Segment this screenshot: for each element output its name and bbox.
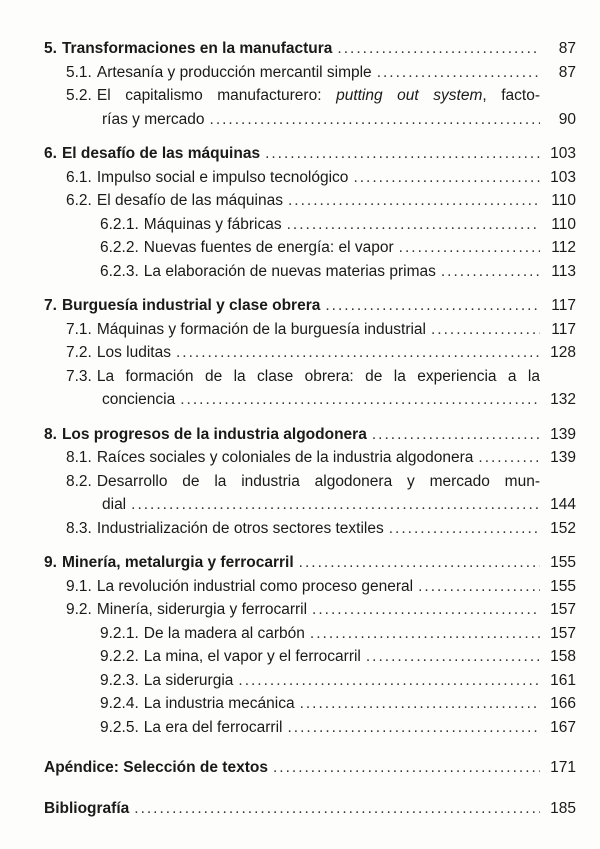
- toc-entry-5-1[interactable]: [44, 61, 576, 85]
- entry-page: 103: [550, 145, 576, 162]
- entry-title: De la madera al carbón: [143, 624, 305, 642]
- entry-page: 87: [558, 40, 576, 57]
- entry-title: Raíces sociales y coloniales de la industria algodonera: [96, 449, 474, 466]
- dot-leader: [180, 388, 540, 412]
- entry-number: 5.2.: [66, 87, 92, 104]
- dot-leader: [287, 716, 540, 740]
- entry-number: 7.3.: [66, 367, 92, 385]
- toc-entry-7-2[interactable]: [44, 341, 576, 365]
- dot-leader: [134, 797, 540, 821]
- toc-entry-6-2-1[interactable]: [44, 213, 576, 237]
- entry-title: Desarrollo de la industria algodonera y mercado mun-: [96, 472, 540, 490]
- entry-number: 8.1.: [66, 449, 92, 466]
- entry-page: 90: [558, 110, 576, 128]
- toc-entry-9-2-3[interactable]: [44, 669, 576, 693]
- entry-page: 110: [551, 192, 576, 209]
- dot-leader: [176, 341, 540, 365]
- entry-page: 87: [558, 63, 576, 81]
- entry-number: 9.: [44, 554, 57, 571]
- entry-page: 103: [550, 168, 576, 186]
- dot-leader: [441, 260, 540, 284]
- entry-title: Máquinas y formación de la burguesía industrial: [96, 320, 426, 338]
- entry-page: 117: [551, 297, 576, 314]
- entry-page: 132: [550, 391, 576, 408]
- entry-title: La industria mecánica: [143, 695, 295, 712]
- toc-entry-7-3-line1[interactable]: [44, 365, 576, 389]
- toc-entry-5-2-line2[interactable]: [44, 108, 576, 132]
- toc-entry-9-1[interactable]: [44, 575, 576, 599]
- toc-entry-chapter-5[interactable]: [44, 37, 576, 61]
- entry-title: Apéndice: Selección de textos: [44, 759, 268, 776]
- toc-entry-6-2-3[interactable]: [44, 260, 576, 284]
- entry-page: 161: [550, 671, 576, 689]
- entry-page: 167: [550, 718, 576, 736]
- table-of-contents: [44, 37, 576, 820]
- entry-page: 112: [551, 239, 576, 256]
- toc-entry-9-2-1[interactable]: [44, 622, 576, 646]
- dot-leader: [299, 551, 540, 575]
- entry-page: 185: [550, 799, 576, 817]
- entry-title-continuation: rías y mercado: [102, 110, 205, 128]
- dot-leader: [366, 645, 540, 669]
- dot-leader: [377, 61, 540, 85]
- entry-page: 139: [550, 425, 576, 443]
- toc-entry-9-2-4[interactable]: [44, 692, 576, 716]
- entry-page: 144: [550, 496, 576, 513]
- entry-title: Nuevas fuentes de energía: el vapor: [143, 239, 394, 256]
- toc-entry-chapter-7[interactable]: [44, 294, 576, 318]
- dot-leader: [353, 166, 540, 190]
- toc-entry-chapter-6[interactable]: [44, 142, 576, 166]
- entry-title: La era del ferrocarril: [143, 718, 283, 736]
- entry-page: 110: [551, 215, 576, 233]
- entry-page: 152: [550, 519, 576, 537]
- entry-number: 5.1.: [66, 63, 92, 81]
- toc-entry-7-3-line2[interactable]: [44, 388, 576, 412]
- dot-leader: [210, 108, 540, 132]
- entry-page: 155: [550, 554, 576, 571]
- entry-number: 9.2.3.: [100, 671, 139, 689]
- entry-number: 7.: [44, 297, 57, 314]
- dot-leader: [288, 189, 540, 213]
- entry-title: Minería, metalurgia y ferrocarril: [61, 554, 294, 571]
- entry-number: 6.2.2.: [100, 239, 139, 256]
- entry-title: Minería, siderurgia y ferrocarril: [96, 601, 308, 618]
- dot-leader: [478, 446, 540, 470]
- entry-title-continuation: conciencia: [102, 391, 176, 408]
- toc-entry-6-2-2[interactable]: [44, 236, 576, 260]
- entry-title: El desafío de las máquinas: [96, 192, 283, 209]
- entry-title-emphasis: putting out system: [336, 87, 483, 104]
- dot-leader: [300, 692, 540, 716]
- dot-leader: [273, 756, 540, 780]
- entry-number: 9.2.4.: [100, 695, 139, 712]
- entry-title: La mina, el vapor y el ferrocarril: [143, 648, 361, 665]
- toc-entry-6-2[interactable]: [44, 189, 576, 213]
- toc-entry-8-2-line1[interactable]: [44, 470, 576, 494]
- toc-entry-7-1[interactable]: [44, 318, 576, 342]
- entry-title: Los progresos de la industria algodonera: [61, 425, 367, 443]
- entry-page: 157: [550, 624, 576, 642]
- dot-leader: [310, 622, 540, 646]
- entry-number: 9.2.1.: [100, 624, 139, 642]
- entry-title-part: El capitalismo manufacturero:: [96, 87, 337, 104]
- dot-leader: [265, 142, 540, 166]
- entry-title: La formación de la clase obrera: de la experiencia a la: [96, 367, 540, 385]
- entry-number: 9.2.2.: [100, 648, 139, 665]
- entry-page: 157: [550, 601, 576, 618]
- entry-number: 8.2.: [66, 472, 92, 490]
- toc-entry-8-3[interactable]: [44, 517, 576, 541]
- entry-title: La siderurgia: [143, 671, 234, 689]
- entry-title: Burguesía industrial y clase obrera: [61, 297, 321, 314]
- entry-title: Los luditas: [96, 344, 171, 361]
- toc-entry-chapter-9[interactable]: [44, 551, 576, 575]
- toc-entry-chapter-8[interactable]: [44, 423, 576, 447]
- entry-title-part: , facto-: [482, 87, 540, 104]
- entry-page: 171: [550, 759, 576, 776]
- entry-title: Transformaciones en la manufactura: [61, 40, 333, 57]
- entry-title: Impulso social e impulso tecnológico: [96, 168, 349, 186]
- toc-entry-apendice[interactable]: [44, 756, 576, 780]
- dot-leader: [287, 213, 540, 237]
- entry-title: Artesanía y producción mercantil simple: [96, 63, 372, 81]
- entry-number: 8.: [44, 425, 57, 443]
- toc-entry-9-2-5[interactable]: [44, 716, 576, 740]
- toc-entry-8-2-line2[interactable]: [44, 493, 576, 517]
- entry-number: 6.2.3.: [100, 262, 139, 280]
- entry-number: 6.2.: [66, 192, 92, 209]
- dot-leader: [312, 598, 540, 622]
- entry-page: 113: [551, 262, 576, 280]
- entry-title: La elaboración de nuevas materias primas: [143, 262, 436, 280]
- dot-leader: [418, 575, 540, 599]
- dot-leader: [325, 294, 540, 318]
- toc-entry-5-2-line1[interactable]: [44, 84, 576, 108]
- dot-leader: [431, 318, 540, 342]
- dot-leader: [389, 517, 540, 541]
- dot-leader: [337, 37, 540, 61]
- entry-title: [97, 84, 576, 108]
- toc-entry-9-2[interactable]: [44, 598, 576, 622]
- entry-number: 7.2.: [66, 344, 92, 361]
- toc-entry-8-1[interactable]: [44, 446, 576, 470]
- entry-number: 7.1.: [66, 320, 92, 338]
- entry-title: Industrialización de otros sectores textiles: [96, 519, 384, 537]
- entry-title-continuation: dial: [102, 496, 127, 513]
- entry-page: 128: [550, 344, 576, 361]
- entry-page: 158: [550, 648, 576, 665]
- entry-title: Bibliografía: [44, 799, 130, 817]
- entry-title: El desafío de las máquinas: [61, 145, 261, 162]
- entry-number: 9.1.: [66, 577, 92, 595]
- dot-leader: [399, 236, 540, 260]
- entry-number: 9.2.5.: [100, 718, 139, 736]
- entry-number: 8.3.: [66, 519, 92, 537]
- entry-number: 6.: [44, 145, 57, 162]
- entry-page: 155: [550, 577, 576, 595]
- entry-title: La revolución industrial como proceso general: [96, 577, 414, 595]
- toc-entry-9-2-2[interactable]: [44, 645, 576, 669]
- entry-number: 9.2.: [66, 601, 92, 618]
- entry-page: 139: [550, 449, 576, 466]
- entry-title: Máquinas y fábricas: [143, 215, 282, 233]
- entry-number: 5.: [44, 40, 57, 57]
- dot-leader: [238, 669, 540, 693]
- dot-leader: [372, 423, 540, 447]
- dot-leader: [131, 493, 540, 517]
- toc-entry-bibliografia[interactable]: [44, 797, 576, 821]
- entry-page: 166: [550, 695, 576, 712]
- entry-number: 6.1.: [66, 168, 92, 186]
- toc-entry-6-1[interactable]: [44, 166, 576, 190]
- entry-page: 117: [551, 320, 576, 338]
- entry-number: 6.2.1.: [100, 215, 139, 233]
